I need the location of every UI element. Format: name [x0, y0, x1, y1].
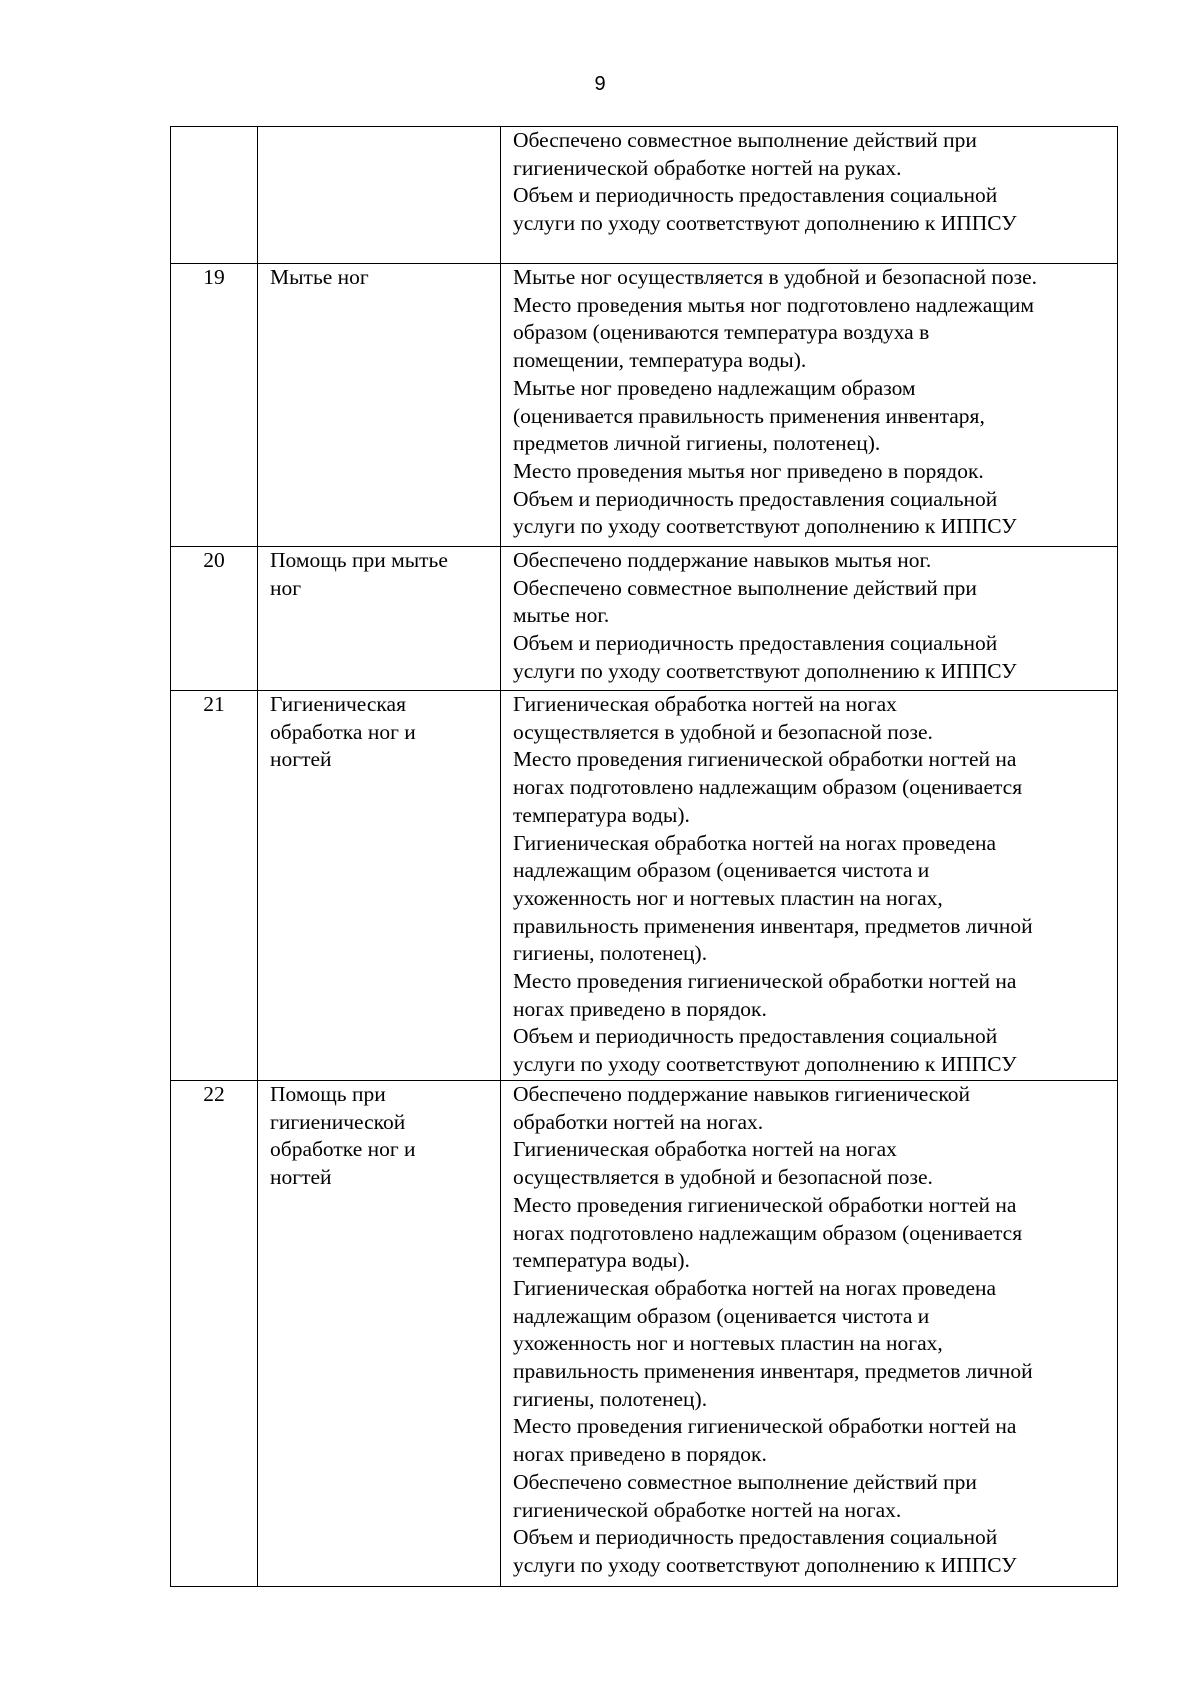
text-line: обработки ногтей на ногах.	[513, 1109, 764, 1134]
quality-description-cell	[501, 264, 1118, 547]
text-line: надлежащим образом (оценивается чистота и	[513, 1303, 930, 1328]
text-line: обработке ног и	[270, 1137, 416, 1162]
table-row-continued	[171, 127, 1118, 264]
text-line: ногтей	[270, 1165, 332, 1190]
row-number-cell: 20	[171, 547, 258, 691]
text-line: Место проведения гигиенической обработки ногтей на	[513, 1414, 1017, 1439]
service-name-cell	[258, 127, 501, 264]
quality-description-cell	[501, 691, 1118, 1081]
text-line: услуги по уходу соответствуют дополнению к ИППСУ	[513, 1552, 1017, 1577]
text-line: ногах приведено в порядок.	[513, 1442, 767, 1467]
service-standards-table	[170, 126, 1118, 1587]
text-line: гигиены, полотенец).	[513, 941, 708, 966]
text-line: Объем и периодичность предоставления социальной	[513, 631, 998, 656]
text-line: ухоженность ног и ногтевых пластин на ногах,	[513, 1331, 943, 1356]
service-name-cell	[258, 1081, 501, 1587]
page-number: 9	[594, 73, 606, 95]
quality-description-cell	[501, 1081, 1118, 1587]
table-body	[171, 127, 1118, 1587]
text-line: правильность применения инвентаря, предметов личной	[513, 913, 1033, 938]
text-line: Объем и периодичность предоставления социальной	[513, 486, 998, 511]
text-line: Объем и периодичность предоставления социальной	[513, 1024, 998, 1049]
text-line: Помощь при мытье	[270, 548, 448, 572]
text-line: ухоженность ног и ногтевых пластин на ногах,	[513, 885, 943, 910]
text-line: услуги по уходу соответствуют дополнению к ИППСУ	[513, 658, 1017, 683]
text-line: Место проведения мытья ног приведено в порядок.	[513, 458, 984, 483]
text-line: Объем и периодичность предоставления социальной	[513, 183, 998, 208]
service-name-cell	[258, 691, 501, 1081]
row-number-cell: 19	[171, 264, 258, 547]
text-line: Объем и периодичность предоставления социальной	[513, 1525, 998, 1550]
text-line: Гигиеническая обработка ногтей на ногах	[513, 1137, 897, 1162]
quality-description-cell	[501, 547, 1118, 691]
text-line: осуществляется в удобной и безопасной позе.	[513, 1165, 933, 1190]
text-line: помещении, температура воды).	[513, 348, 807, 373]
text-line: Обеспечено совместное выполнение действий при	[513, 575, 977, 600]
text-line: услуги по уходу соответствуют дополнению к ИППСУ	[513, 514, 1017, 539]
quality-description-cell	[501, 127, 1118, 264]
table-row-22	[171, 1081, 1118, 1587]
text-line: Место проведения мытья ног подготовлено надлежащим	[513, 292, 1034, 317]
row-number-cell: 21	[171, 691, 258, 1081]
text-line: Обеспечено совместное выполнение действий при	[513, 1469, 977, 1494]
table-row-20	[171, 547, 1118, 691]
text-line: Мытье ног	[270, 265, 369, 289]
text-line: ногах приведено в порядок.	[513, 996, 767, 1021]
text-line: Помощь при	[270, 1082, 386, 1106]
text-line: образом (оцениваются температура воздуха в	[513, 320, 930, 345]
text-line: мытье ног.	[513, 603, 610, 628]
row-number-cell: 22	[171, 1081, 258, 1587]
text-line: температура воды).	[513, 802, 690, 827]
text-line: надлежащим образом (оценивается чистота и	[513, 858, 930, 883]
text-line: ногтей	[270, 747, 332, 772]
text-line: Гигиеническая обработка ногтей на ногах проведена	[513, 830, 997, 855]
text-line: гигиенической обработке ногтей на руках.	[513, 155, 902, 180]
text-line: Обеспечено поддержание навыков мытья ног.	[513, 548, 932, 572]
table-row-21	[171, 691, 1118, 1081]
text-line: гигиенической	[270, 1109, 406, 1134]
text-line: Гигиеническая	[270, 692, 406, 716]
text-line: Место проведения гигиенической обработки ногтей на	[513, 969, 1017, 994]
text-line: Гигиеническая обработка ногтей на ногах проведена	[513, 1275, 997, 1300]
text-line: правильность применения инвентаря, предметов личной	[513, 1359, 1033, 1384]
text-line: Место проведения гигиенической обработки ногтей на	[513, 1192, 1017, 1217]
text-line: предметов личной гигиены, полотенец).	[513, 431, 881, 456]
text-line: обработка ног и	[270, 719, 416, 744]
table-row-19	[171, 264, 1118, 547]
text-line: ногах подготовлено надлежащим образом (оценивается	[513, 775, 1023, 800]
text-line: гигиены, полотенец).	[513, 1386, 708, 1411]
text-line: Обеспечено совместное выполнение действий при	[513, 128, 977, 152]
text-line: услуги по уходу соответствуют дополнению к ИППСУ	[513, 211, 1017, 236]
text-line: гигиенической обработке ногтей на ногах.	[513, 1497, 902, 1522]
text-line: ног	[270, 575, 302, 600]
text-line: Обеспечено поддержание навыков гигиенической	[513, 1082, 970, 1106]
text-line: услуги по уходу соответствуют дополнению к ИППСУ	[513, 1052, 1017, 1077]
text-line: ногах подготовлено надлежащим образом (оценивается	[513, 1220, 1023, 1245]
text-line: осуществляется в удобной и безопасной позе.	[513, 719, 933, 744]
text-line: температура воды).	[513, 1248, 690, 1273]
text-line: (оценивается правильность применения инвентаря,	[513, 403, 985, 428]
service-name-cell	[258, 547, 501, 691]
row-number-cell	[171, 127, 258, 264]
text-line: Гигиеническая обработка ногтей на ногах	[513, 692, 897, 716]
text-line: Мытье ног проведено надлежащим образом	[513, 375, 916, 400]
text-line: Место проведения гигиенической обработки ногтей на	[513, 747, 1017, 772]
service-name-cell	[258, 264, 501, 547]
text-line: Мытье ног осуществляется в удобной и безопасной позе.	[513, 265, 1038, 289]
